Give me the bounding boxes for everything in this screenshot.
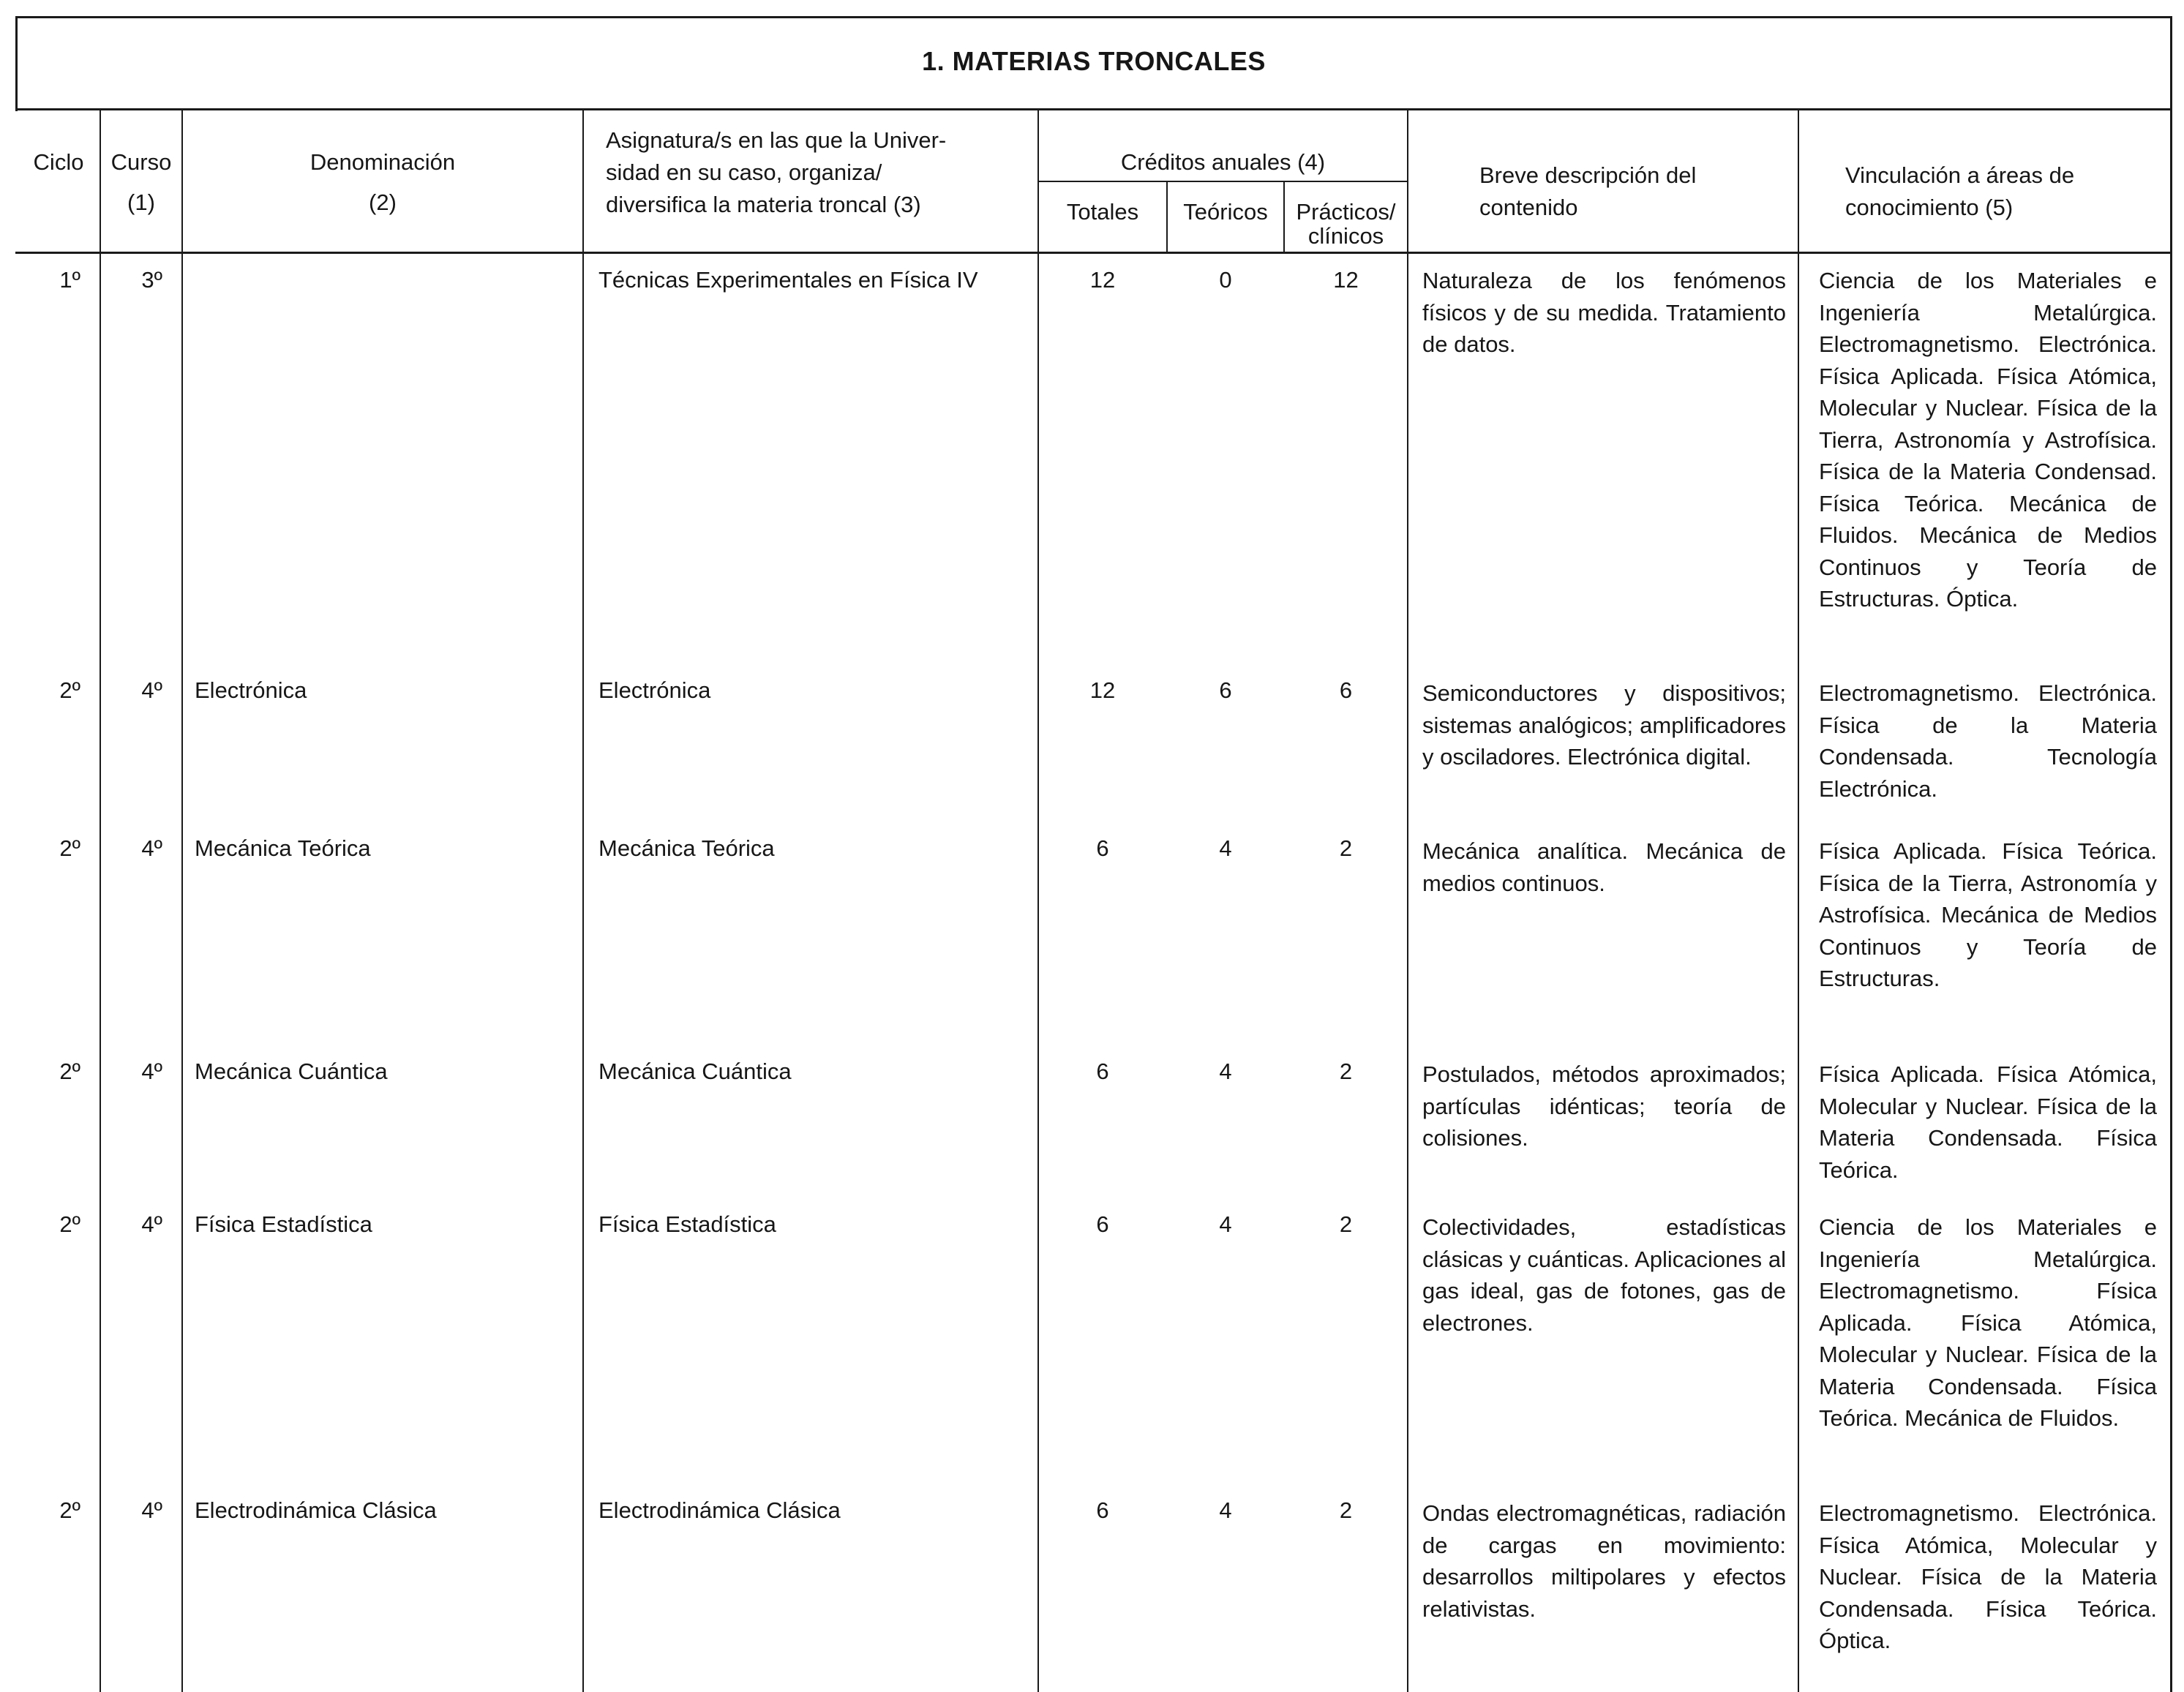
row-vinculacion: Electromagnetismo. Electrónica. Física de la Materia Condensada. Tecnología Electrónica.	[1819, 680, 2157, 802]
row-vinculacion: Ciencia de los Materiales e Ingeniería Metalúrgica. Electromagnetismo. Electrónica. Física Aplicada. Física Atómica, Molecular y Nuclear. Física de la Tierra, Astronomía y Astrofísica. Física de la Materia Condensad. Física Teórica. Mecánica de Fluidos. Mecánica de Medios Continuos y Teoría de Estructuras. Óptica.	[1819, 268, 2157, 612]
header-asignatura-line-1: Asignatura/s en las que la Univer-	[606, 127, 947, 153]
header-vinculacion-line-1: Vinculación a áreas de	[1845, 162, 2075, 188]
row-curso: 4º	[141, 1059, 162, 1084]
table-border-top	[15, 16, 2172, 18]
row-ciclo: 2º	[59, 835, 80, 861]
row-practicos: 12	[1333, 267, 1359, 293]
row-curso: 4º	[141, 1497, 162, 1523]
header-creditos: Créditos anuales (4)	[1120, 149, 1326, 175]
row-asignatura: Electrodinámica Clásica	[598, 1497, 841, 1523]
header-descripcion-line-1: Breve descripción del	[1479, 162, 1697, 188]
row-curso: 4º	[141, 1211, 162, 1237]
col-rule-2	[181, 108, 183, 1692]
row-totales: 6	[1096, 1059, 1109, 1084]
creditos-subrule	[1037, 181, 1408, 182]
row-descripcion: Naturaleza de los fenómenos físicos y de su medida. Tratamiento de datos.	[1422, 268, 1786, 357]
header-denominacion-note: (2)	[369, 189, 397, 215]
table-title: 1. MATERIAS TRONCALES	[922, 46, 1266, 76]
row-asignatura: Técnicas Experimentales en Física IV	[598, 267, 978, 293]
row-descripcion: Ondas electromagnéticas, radiación de cargas en movimiento: desarrollos miltipolares y efectos relativistas.	[1422, 1500, 1786, 1622]
row-practicos: 2	[1339, 1497, 1353, 1523]
row-teoricos: 4	[1219, 1059, 1232, 1084]
row-teoricos: 0	[1219, 267, 1232, 293]
header-descripcion-line-2: contenido	[1479, 195, 1578, 220]
col-rule-1	[100, 108, 101, 1692]
header-asignatura-line-2: sidad en su caso, organiza/	[606, 159, 882, 185]
row-asignatura: Mecánica Teórica	[598, 835, 775, 861]
header-denominacion: Denominación	[309, 149, 456, 175]
col-rule-4	[1037, 108, 1039, 1692]
row-totales: 6	[1096, 1211, 1109, 1237]
row-practicos: 2	[1339, 835, 1353, 861]
row-ciclo: 1º	[59, 267, 80, 293]
header-curso-note: (1)	[127, 189, 155, 215]
row-vinculacion: Ciencia de los Materiales e Ingeniería Metalúrgica. Electromagnetismo. Física Aplicada. Física Atómica, Molecular y Nuclear. Física de la Materia Condensada. Física Teórica. Mecánica de Fluidos.	[1819, 1214, 2157, 1431]
row-ciclo: 2º	[59, 1497, 80, 1523]
row-denominacion: Mecánica Teórica	[195, 835, 371, 861]
col-rule-7	[1407, 108, 1408, 1692]
row-ciclo: 2º	[59, 677, 80, 703]
row-teoricos: 6	[1219, 677, 1232, 703]
header-curso: Curso	[110, 149, 172, 175]
row-practicos: 6	[1339, 677, 1353, 703]
col-rule-8	[1798, 108, 1799, 1692]
row-asignatura: Mecánica Cuántica	[598, 1059, 792, 1084]
row-asignatura: Física Estadística	[598, 1211, 776, 1237]
row-curso: 3º	[141, 267, 162, 293]
row-denominacion: Electrónica	[195, 677, 307, 703]
row-descripcion: Semiconductores y dispositivos; sistemas analógicos; amplificadores y osciladores. Electrónica digital.	[1422, 680, 1786, 770]
header-rule	[15, 252, 2172, 254]
row-totales: 6	[1096, 835, 1109, 861]
row-teoricos: 4	[1219, 835, 1232, 861]
row-ciclo: 2º	[59, 1211, 80, 1237]
row-denominacion: Electrodinámica Clásica	[195, 1497, 437, 1523]
row-practicos: 2	[1339, 1211, 1353, 1237]
row-descripcion: Postulados, métodos aproximados; partículas idénticas; teoría de colisiones.	[1422, 1061, 1786, 1151]
row-totales: 12	[1089, 267, 1116, 293]
header-ciclo: Ciclo	[33, 149, 84, 175]
header-asignatura-line-3: diversifica la materia troncal (3)	[606, 192, 921, 217]
row-vinculacion: Física Aplicada. Física Teórica. Física de la Tierra, Astronomía y Astrofísica. Mecánica de Medios Continuos y Teoría de Estructuras.	[1819, 838, 2157, 991]
row-vinculacion: Física Aplicada. Física Atómica, Molecular y Nuclear. Física de la Materia Condensada. Física Teórica.	[1819, 1061, 2157, 1183]
row-totales: 12	[1089, 677, 1116, 703]
header-practicos-line-1: Prácticos/	[1296, 199, 1396, 225]
header-totales: Totales	[1066, 199, 1139, 225]
row-asignatura: Electrónica	[598, 677, 711, 703]
row-curso: 4º	[141, 677, 162, 703]
header-vinculacion-line-2: conocimiento (5)	[1845, 195, 2014, 220]
table-border-right	[2170, 16, 2172, 1692]
row-denominacion: Mecánica Cuántica	[195, 1059, 388, 1084]
row-ciclo: 2º	[59, 1059, 80, 1084]
title-rule	[15, 108, 2172, 110]
row-vinculacion: Electromagnetismo. Electrónica. Física Atómica, Molecular y Nuclear. Física de la Materia Condensada. Física Teórica. Óptica.	[1819, 1500, 2157, 1653]
row-teoricos: 4	[1219, 1497, 1232, 1523]
row-curso: 4º	[141, 835, 162, 861]
row-descripcion: Colectividades, estadísticas clásicas y cuánticas. Aplicaciones al gas ideal, gas de fotones, gas de electrones.	[1422, 1214, 1786, 1336]
row-practicos: 2	[1339, 1059, 1353, 1084]
col-rule-3	[582, 108, 584, 1692]
header-teoricos: Teóricos	[1183, 199, 1268, 225]
row-descripcion: Mecánica analítica. Mecánica de medios continuos.	[1422, 838, 1786, 896]
row-teoricos: 4	[1219, 1211, 1232, 1237]
header-practicos-line-2: clínicos	[1307, 223, 1384, 249]
row-denominacion: Física Estadística	[195, 1211, 372, 1237]
row-totales: 6	[1096, 1497, 1109, 1523]
